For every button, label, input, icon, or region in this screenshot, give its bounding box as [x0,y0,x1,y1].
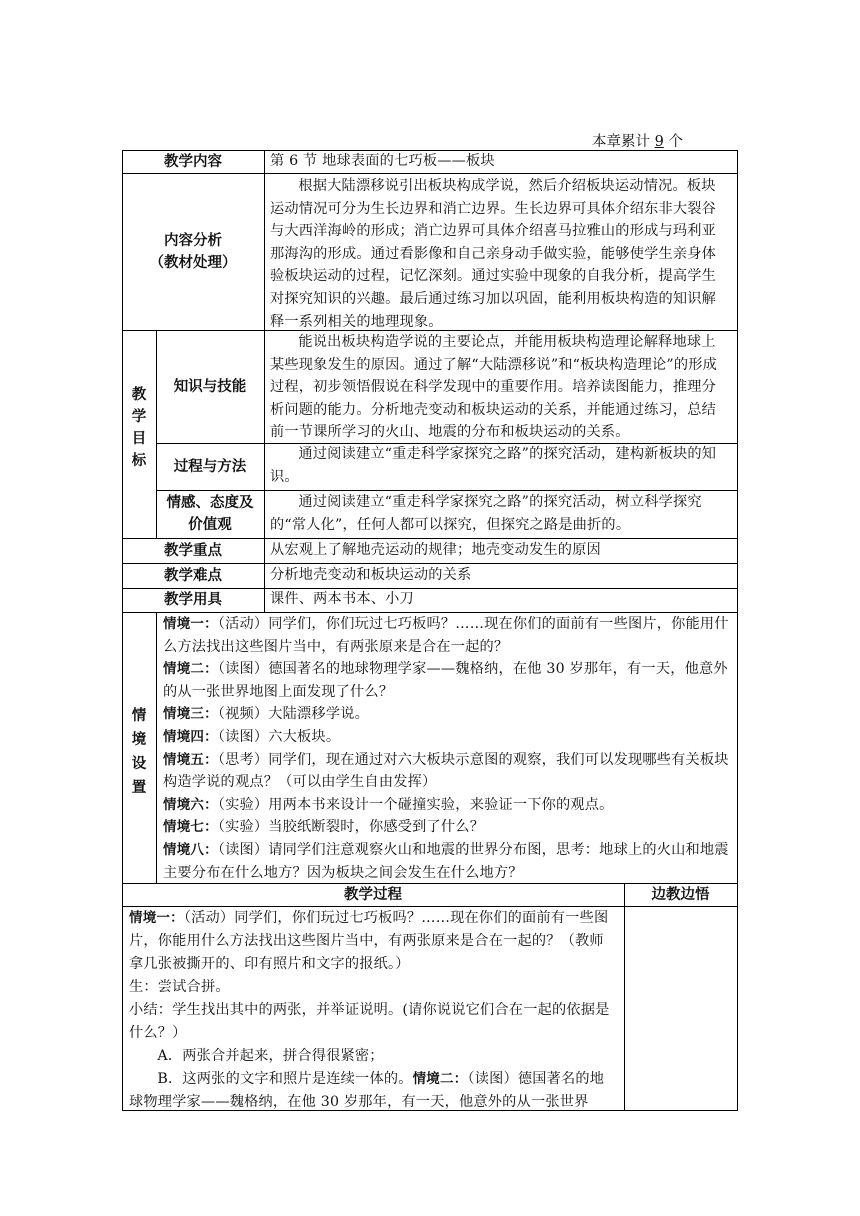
emotion-label [156,490,264,538]
process-paragraph [129,1068,618,1114]
difficulty-value: 分析地壳变动和板块运动的关系 [270,567,472,583]
scenarios-char-3: 设 [131,756,147,772]
analysis-text: 根据大陆漂移说引出板块构成学说，然后介绍板块运动情况。板块运动情况可分为生长边界和消亡边界。生长边界可具体介绍东非大裂谷与大西洋海岭的形成；消亡边界可具体介绍喜马拉雅山的形成与玛利亚那海沟的形成。通过看影像和自己亲身动手做实验，能够使学生亲身体验板块运动的过程，记忆深刻。通过实验中现象的自我分析，提高学生对探究知识的兴趣。最后通过练习加以巩固，能利用板块构造的知识解释一系列相关的地理现象。 [270,178,717,330]
scenario-item [163,613,731,658]
scenario-item [163,726,731,749]
counter-prefix: 本章累计 [592,134,650,150]
process-text: 通过阅读建立“重走科学家探究之路”的探究活动，建构新板块的知识。 [270,446,717,485]
key-point-value: 从宏观上了解地壳运动的规律；地壳变动发生的原因 [270,542,601,558]
emotion-text: 通过阅读建立“重走科学家探究之路”的探究活动，树立科学探究的“常人化”，任何人都可以探究，但探究之路是曲折的。 [270,494,702,533]
goals-char-3: 目 [131,431,147,447]
tools-value: 课件、两本书本、小刀 [270,591,414,607]
scenario-key: 情境八： [163,841,218,858]
content-value: 第 6 节 地球表面的七巧板——板块 [270,153,495,169]
scenario-key: 情境一： [163,616,218,632]
scenario-item [163,658,731,703]
scenario-item [163,816,731,839]
scenarios-char-1: 情 [131,708,147,724]
scenario-item [163,749,731,794]
knowledge-text: 能说出板块构造学说的主要论点，并能用板块构造理论解释地球上某些现象发生的原因。通过了解“大陆漂移说”和“板块构造理论”的形成过程，初步领悟假说在科学发现中的重要作用。培养读图能力，推理分析问题的能力。分析地壳变动和板块运动的关系，并能通过练习，总结前一节课所学习的火山、地震的分布和板块运动的关系。 [270,334,718,441]
process-label: 过程与方法 [173,458,247,475]
knowledge-label: 知识与技能 [173,378,247,395]
scenario-text: （活动）同学们，你们玩过七巧板吗？……现在你们的面前有一些图片，你能用什么方法找出这些图片当中，有两张原来是合在一起的？ [163,616,729,655]
counter-value: 9 [654,134,664,150]
goals-char-4: 标 [131,453,147,469]
scenario-key: 情境七： [163,819,218,836]
goals-char-2: 学 [131,409,147,425]
counter-suffix: 个 [668,134,683,150]
tools-label: 教学用具 [164,592,222,608]
scenarios-char-4: 置 [131,780,147,796]
difficulty-label: 教学难点 [164,567,222,584]
scenario-text: （视频）大陆漂移学说。 [217,706,369,723]
scenario-key: 情境三： [163,706,218,723]
scenario-text: （读图）请同学们注意观察火山和地震的世界分布图，思考：地球上的火山和地震主要分布在什么地方？因为板块之间会发生在什么地方？ [163,841,729,881]
content-label: 教学内容 [164,153,222,170]
scenario-text: （读图）六大板块。 [217,728,341,745]
process-text: B．这两张的文字和照片是连续一体的。 [157,1071,413,1087]
process-key: 情境一： [129,910,184,926]
process-key: 情境二： [412,1071,468,1087]
key-point-label: 教学重点 [164,542,222,559]
scenario-item [163,703,731,726]
scenario-text: （实验）用两本书来设计一个碰撞实验，来验证一下你的观点。 [217,796,614,813]
scenario-text: （思考）同学们，现在通过对六大板块示意图的观察，我们可以发现哪些有关板块构造学说的观点？（可以由学生自由发挥） [163,751,729,791]
process-header-left: 教学过程 [344,886,402,903]
process-text: （读图）德国著名的地球物理学家——魏格纳，在他 30 岁那年，有一天，他意外的从一张世界 [129,1071,605,1110]
analysis-label-line2: （教材处理） [149,254,237,271]
process-body [129,907,618,1114]
analysis-label [122,173,264,330]
process-header-right: 边教边悟 [651,886,710,903]
scenario-key: 情境五： [163,751,218,768]
scenario-item [163,839,731,884]
process-paragraph [129,907,618,976]
scenario-key: 情境六： [163,796,218,813]
scenario-list [163,613,731,884]
analysis-label-line1: 内容分析 [164,232,222,249]
scenario-text: （读图）德国著名的地球物理学家——魏格纳，在他 30 岁那年，有一天，他意外的从一张世界地图上面发现了什么？ [163,661,728,700]
process-paragraph: 生：尝试合拼。 [129,979,230,995]
scenario-key: 情境四： [163,728,218,745]
process-paragraph: 小结：学生找出其中的两张，并举证说明。(请你说说它们合在一起的依据是什么？） [129,1002,610,1041]
scenario-item [163,794,731,817]
scenario-text: （实验）当胶纸断裂时，你感受到了什么？ [217,819,485,836]
goals-char-1: 教 [131,387,147,403]
emotion-label-line1: 情感、态度及 [166,495,254,511]
goals-vertical-label [122,384,156,472]
process-text: （活动）同学们，你们玩过七巧板吗？……现在你们的面前有一些图片，你能用什么方法找出这些图片当中，有两张原来是合在一起的？（教师拿几张被撕开的、印有照片和文字的报纸。） [129,910,609,972]
scenario-key: 情境二： [163,661,218,678]
process-paragraph: A．两张合并起来，拼合得很紧密； [157,1048,384,1064]
scenarios-vertical-label [122,704,156,800]
emotion-label-line2: 价值观 [188,517,232,533]
chapter-counter [592,130,683,151]
scenarios-char-2: 境 [131,732,147,748]
